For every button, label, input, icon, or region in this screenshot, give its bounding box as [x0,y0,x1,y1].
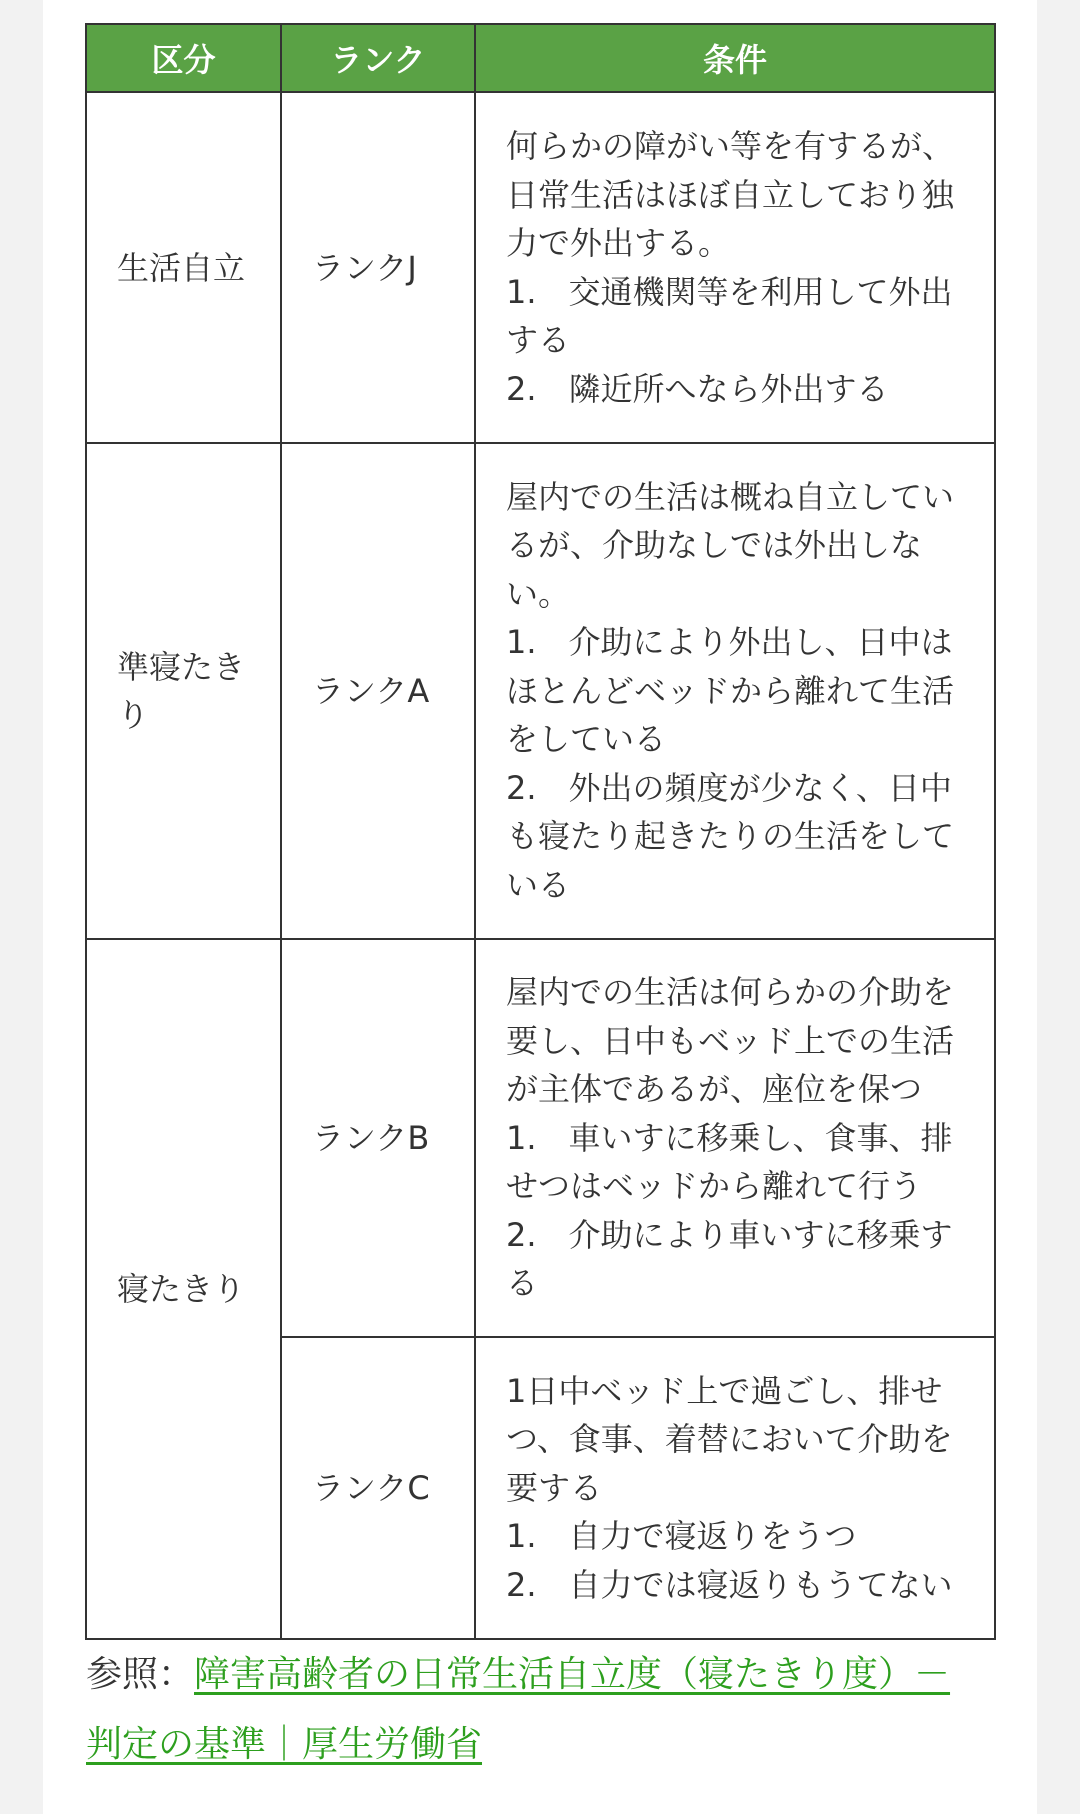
condition-cell [475,1337,995,1639]
condition-line: 屋内での生活は何らかの介助を [506,973,955,1012]
rank-cell: ランクC [281,1337,475,1639]
condition-line: する [506,321,571,359]
condition-line: ほとんどベッドから離れて生活 [506,671,955,710]
condition-item: 2. 隣近所へなら外出する [506,369,889,408]
rank-cell: ランクA [281,443,475,939]
header-condition: 条件 [475,24,995,92]
table-row [86,92,995,443]
condition-item: 2. 介助により車いすに移乗す [506,1215,953,1254]
condition-line: 要し、日中もベッド上での生活 [506,1021,955,1060]
condition-item: 2. 自力では寝返りもうてない [506,1565,953,1604]
condition-line: 屋内での生活は概ね自立してい [506,477,955,516]
condition-line: いる [506,865,571,904]
condition-line: つ、食事、着替において介助を [506,1420,953,1459]
condition-line: 力で外出する。 [506,224,731,262]
condition-line: も寝たり起きたりの生活をして [506,817,955,856]
table-row [86,443,995,939]
condition-line: をしている [506,720,667,759]
condition-item: 1. 自力で寝返りをうつ [506,1517,857,1556]
reference-link[interactable]: 障害高齢者の日常生活自立度（寝たきり度）－判定の基準｜厚生労働省 [86,1654,951,1765]
condition-line: が主体であるが、座位を保つ [506,1070,923,1109]
condition-line: せつはベッドから離れて行う [506,1167,923,1206]
reference-prefix: 参照： [86,1654,195,1695]
bedridden-rank-table [85,23,996,1640]
condition-cell [475,939,995,1337]
condition-item: 1. 介助により外出し、日中は [506,623,953,662]
condition-item: 1. 交通機関等を利用して外出 [506,272,953,311]
category-cell: 寝たきり [86,939,281,1639]
condition-line: い。 [506,574,571,613]
condition-cell [475,443,995,939]
condition-line: 日常生活はほぼ自立しており独 [506,175,955,214]
header-category: 区分 [86,24,281,92]
condition-item: 1. 車いすに移乗し、食事、排 [506,1118,953,1157]
table-row [86,939,995,1337]
condition-line: 何らかの障がい等を有するが、 [506,127,955,165]
condition-line: 要する [506,1468,603,1507]
condition-cell [475,92,995,443]
reference-note [86,1640,986,1780]
header-rank: ランク [281,24,475,92]
rank-cell: ランクJ [281,92,475,443]
condition-line: る [506,1264,539,1303]
rank-cell: ランクB [281,939,475,1337]
condition-line: るが、介助なしでは外出しな [506,526,923,565]
category-cell: 準寝たきり [86,443,281,939]
category-cell: 生活自立 [86,92,281,443]
condition-item: 2. 外出の頻度が少なく、日中 [506,768,952,807]
condition-line: 1日中ベッド上で過ごし、排せ [506,1371,943,1410]
table-header-row [86,24,995,92]
